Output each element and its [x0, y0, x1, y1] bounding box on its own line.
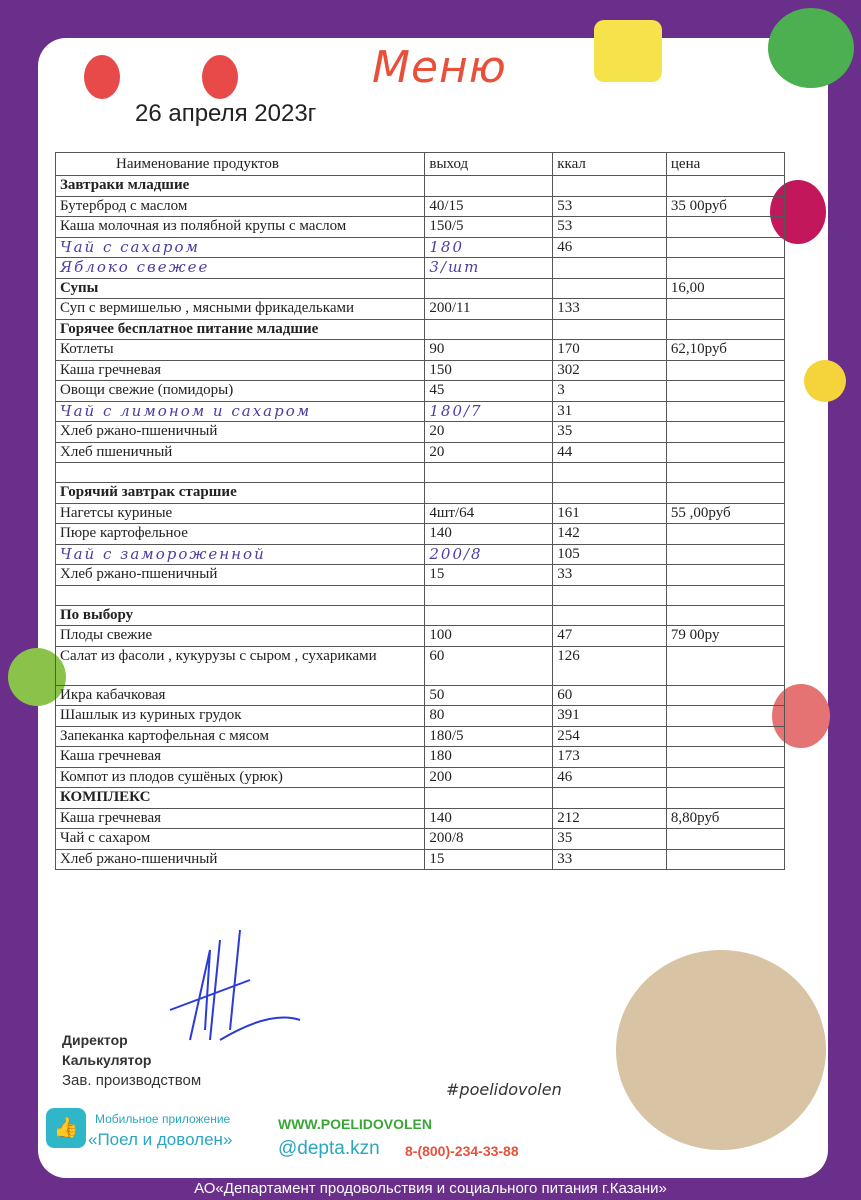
- app-name: «Поел и доволен»: [88, 1130, 233, 1149]
- cell-kcal: 161: [553, 503, 667, 524]
- table-row: [56, 176, 785, 197]
- table-row: [56, 524, 785, 545]
- cell-name: Хлеб ржано-пшеничный: [56, 565, 425, 586]
- table-row: [56, 299, 785, 320]
- cell-kcal: 170: [553, 340, 667, 361]
- cell-output: 100: [425, 626, 553, 647]
- cell-kcal: [553, 176, 667, 197]
- menu-date: 26 апреля 2023г: [135, 100, 317, 127]
- table-row: [56, 788, 785, 809]
- signature-director: Директор: [62, 1032, 128, 1048]
- cell-kcal: [553, 788, 667, 809]
- table-row: [56, 319, 785, 340]
- cell-price: [666, 605, 784, 626]
- cell-price: 35 00руб: [666, 196, 784, 217]
- cell-output: 180/7: [425, 401, 553, 422]
- cell-price: [666, 646, 784, 685]
- cell-kcal: 53: [553, 217, 667, 238]
- cell-price: [666, 237, 784, 258]
- cell-name: Икра кабачковая: [56, 685, 425, 706]
- cell-price: [666, 442, 784, 463]
- cell-name: Хлеб ржано-пшеничный: [56, 422, 425, 443]
- cell-output: 200/8: [425, 829, 553, 850]
- table-row: [56, 685, 785, 706]
- cell-output: [425, 278, 553, 299]
- cell-price: [666, 544, 784, 565]
- cell-price: [666, 483, 784, 504]
- cell-output: 15: [425, 849, 553, 870]
- cell-name: Компот из плодов сушёных (урюк): [56, 767, 425, 788]
- cell-output: 180/5: [425, 726, 553, 747]
- cell-kcal: 46: [553, 767, 667, 788]
- phone-number[interactable]: 8-(800)-234-33-88: [405, 1143, 519, 1159]
- cell-name: Чай с сахаром: [56, 829, 425, 850]
- cell-kcal: 126: [553, 646, 667, 685]
- cell-kcal: [553, 483, 667, 504]
- cell-kcal: [553, 585, 667, 605]
- cell-kcal: 133: [553, 299, 667, 320]
- cell-kcal: [553, 278, 667, 299]
- col-header-kcal: ккал: [553, 153, 667, 176]
- cell-price: [666, 706, 784, 727]
- cell-kcal: 44: [553, 442, 667, 463]
- website-link[interactable]: WWW.POELIDOVOLEN: [278, 1116, 432, 1132]
- cell-output: 200/8: [425, 544, 553, 565]
- cell-price: 55 ,00руб: [666, 503, 784, 524]
- cell-name: Каша молочная из полябной крупы с маслом: [56, 217, 425, 238]
- cell-name: [56, 463, 425, 483]
- cell-price: [666, 767, 784, 788]
- cell-name: Шашлык из куриных грудок: [56, 706, 425, 727]
- table-row: [56, 808, 785, 829]
- cell-output: 80: [425, 706, 553, 727]
- cheese-character-icon: [594, 20, 662, 82]
- cell-kcal: 35: [553, 829, 667, 850]
- cell-price: [666, 685, 784, 706]
- cell-kcal: 3: [553, 381, 667, 402]
- cell-name: Завтраки младшие: [56, 176, 425, 197]
- cell-name: Салат из фасоли , кукурузы с сыром , сухариками: [56, 646, 425, 685]
- page-title: Меню: [372, 42, 507, 93]
- table-row: [56, 217, 785, 238]
- cell-price: [666, 829, 784, 850]
- broccoli-banana-characters-icon: [616, 950, 826, 1150]
- cell-price: [666, 788, 784, 809]
- handwritten-signature: [150, 920, 310, 1060]
- table-row: [56, 422, 785, 443]
- cell-price: [666, 401, 784, 422]
- tomato-character-icon: [202, 55, 238, 99]
- cell-output: 180: [425, 237, 553, 258]
- cell-name: Овощи свежие (помидоры): [56, 381, 425, 402]
- cell-price: 8,80руб: [666, 808, 784, 829]
- cell-kcal: 173: [553, 747, 667, 768]
- table-row: [56, 340, 785, 361]
- cell-output: [425, 788, 553, 809]
- table-row: [56, 626, 785, 647]
- table-row: [56, 196, 785, 217]
- table-row: [56, 237, 785, 258]
- cell-kcal: 33: [553, 849, 667, 870]
- cell-price: [666, 299, 784, 320]
- table-row: [56, 278, 785, 299]
- cell-name: КОМПЛЕКС: [56, 788, 425, 809]
- table-row: [56, 726, 785, 747]
- cell-output: [425, 463, 553, 483]
- col-header-output: выход: [425, 153, 553, 176]
- cell-name: Суп с вермишелью , мясными фрикадельками: [56, 299, 425, 320]
- signature-calculator: Калькулятор: [62, 1052, 152, 1068]
- cell-price: 62,10руб: [666, 340, 784, 361]
- cell-name: Каша гречневая: [56, 808, 425, 829]
- cell-price: [666, 319, 784, 340]
- cell-kcal: 212: [553, 808, 667, 829]
- table-row: [56, 544, 785, 565]
- cell-price: [666, 176, 784, 197]
- table-row: [56, 565, 785, 586]
- cell-output: 45: [425, 381, 553, 402]
- organization-name: АО«Департамент продовольствия и социального питания г.Казани»: [194, 1180, 667, 1197]
- cell-output: 180: [425, 747, 553, 768]
- cell-kcal: [553, 463, 667, 483]
- table-row: [56, 605, 785, 626]
- smiley-icon: [804, 360, 846, 402]
- instagram-handle[interactable]: @depta.kzn: [278, 1138, 380, 1159]
- cell-price: [666, 585, 784, 605]
- cell-output: 15: [425, 565, 553, 586]
- cell-output: 20: [425, 422, 553, 443]
- cell-output: 200: [425, 767, 553, 788]
- table-row: [56, 463, 785, 483]
- cell-kcal: 105: [553, 544, 667, 565]
- cell-price: [666, 849, 784, 870]
- cell-kcal: 53: [553, 196, 667, 217]
- cell-output: 150/5: [425, 217, 553, 238]
- signature-production: Зав. производством: [62, 1072, 202, 1089]
- cell-price: 79 00ру: [666, 626, 784, 647]
- cell-name: Бутерброд с маслом: [56, 196, 425, 217]
- cell-name: Горячее бесплатное питание младшие: [56, 319, 425, 340]
- cell-name: Пюре картофельное: [56, 524, 425, 545]
- table-row: [56, 360, 785, 381]
- cell-kcal: 46: [553, 237, 667, 258]
- cell-output: 3/шт: [425, 258, 553, 279]
- table-row: [56, 706, 785, 727]
- cell-kcal: [553, 319, 667, 340]
- cell-name: По выбору: [56, 605, 425, 626]
- cell-name: Котлеты: [56, 340, 425, 361]
- col-header-price: цена: [666, 153, 784, 176]
- cell-output: 200/11: [425, 299, 553, 320]
- cell-output: 60: [425, 646, 553, 685]
- cell-name: Чай с сахаром: [56, 237, 425, 258]
- cell-kcal: 60: [553, 685, 667, 706]
- cell-name: Горячий завтрак старшие: [56, 483, 425, 504]
- cell-output: [425, 585, 553, 605]
- cell-name: Чай с лимоном и сахаром: [56, 401, 425, 422]
- cell-output: 20: [425, 442, 553, 463]
- cell-price: [666, 524, 784, 545]
- cell-name: Хлеб пшеничный: [56, 442, 425, 463]
- table-row: [56, 258, 785, 279]
- cell-name: Каша гречневая: [56, 747, 425, 768]
- table-row: [56, 829, 785, 850]
- cell-price: [666, 258, 784, 279]
- lettuce-icon: [768, 8, 854, 88]
- cell-price: [666, 422, 784, 443]
- cell-output: 40/15: [425, 196, 553, 217]
- cell-price: 16,00: [666, 278, 784, 299]
- table-row: [56, 483, 785, 504]
- table-header-row: [56, 153, 785, 176]
- table-row: [56, 767, 785, 788]
- cell-kcal: 142: [553, 524, 667, 545]
- cell-kcal: 31: [553, 401, 667, 422]
- table-row: [56, 585, 785, 605]
- hashtag: #poelidovolen: [446, 1080, 562, 1099]
- app-icon[interactable]: 👍: [46, 1108, 86, 1148]
- table-row: [56, 503, 785, 524]
- cell-output: 90: [425, 340, 553, 361]
- cell-kcal: 35: [553, 422, 667, 443]
- cell-name: Чай с замороженной: [56, 544, 425, 565]
- cell-price: [666, 565, 784, 586]
- cell-kcal: 33: [553, 565, 667, 586]
- cell-name: Хлеб ржано-пшеничный: [56, 849, 425, 870]
- cell-output: 4шт/64: [425, 503, 553, 524]
- cell-output: 140: [425, 808, 553, 829]
- table-row: [56, 381, 785, 402]
- cell-output: [425, 176, 553, 197]
- cell-kcal: [553, 605, 667, 626]
- cell-output: 50: [425, 685, 553, 706]
- table-row: [56, 401, 785, 422]
- cell-name: Плоды свежие: [56, 626, 425, 647]
- cell-kcal: [553, 258, 667, 279]
- table-row: [56, 849, 785, 870]
- cell-price: [666, 747, 784, 768]
- table-row: [56, 747, 785, 768]
- cell-name: Нагетсы куриные: [56, 503, 425, 524]
- cell-kcal: 47: [553, 626, 667, 647]
- cell-name: Запеканка картофельная с мясом: [56, 726, 425, 747]
- cell-price: [666, 463, 784, 483]
- cell-price: [666, 381, 784, 402]
- tomato-character-icon: [84, 55, 120, 99]
- cell-kcal: 302: [553, 360, 667, 381]
- cell-output: 140: [425, 524, 553, 545]
- menu-table: [55, 152, 785, 870]
- cell-output: 150: [425, 360, 553, 381]
- app-caption: Мобильное приложение: [95, 1112, 231, 1126]
- cell-name: Яблоко свежее: [56, 258, 425, 279]
- table-row: [56, 646, 785, 685]
- col-header-name: Наименование продуктов: [56, 153, 425, 176]
- cell-kcal: 391: [553, 706, 667, 727]
- cell-price: [666, 217, 784, 238]
- cell-output: [425, 605, 553, 626]
- cell-name: [56, 585, 425, 605]
- cell-name: Каша гречневая: [56, 360, 425, 381]
- cell-output: [425, 483, 553, 504]
- cell-kcal: 254: [553, 726, 667, 747]
- cell-price: [666, 360, 784, 381]
- table-row: [56, 442, 785, 463]
- cell-output: [425, 319, 553, 340]
- cell-price: [666, 726, 784, 747]
- cell-name: Супы: [56, 278, 425, 299]
